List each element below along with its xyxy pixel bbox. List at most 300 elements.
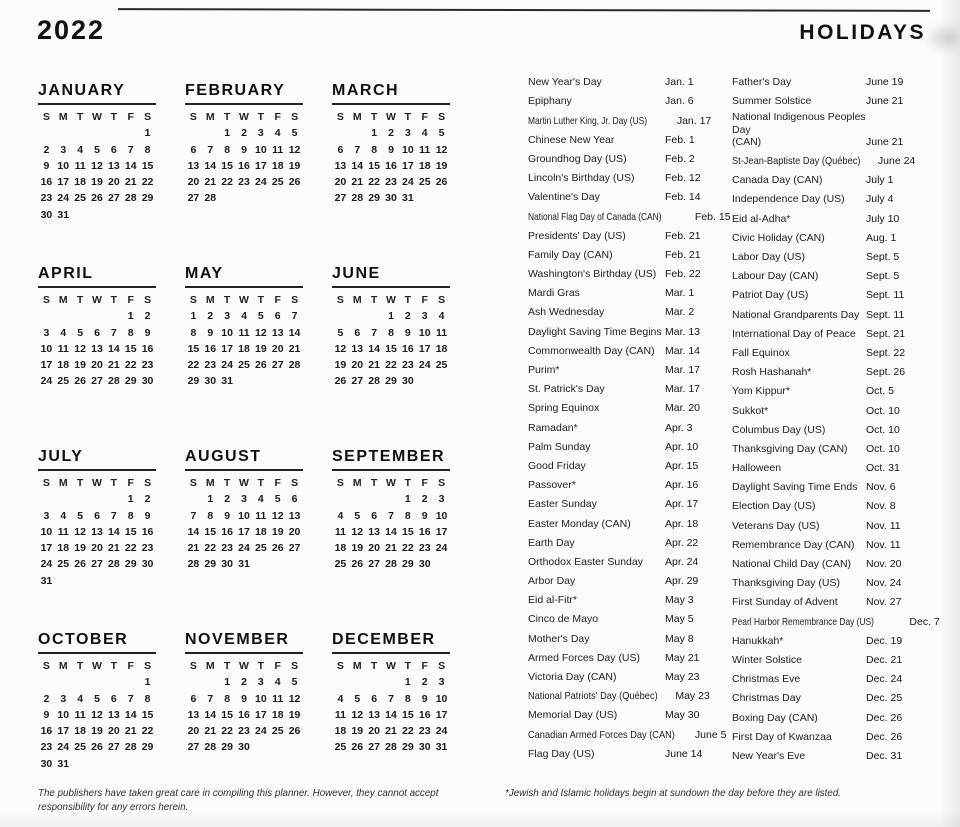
holiday-name: St-Jean-Baptiste Day (Québec) — [732, 155, 861, 168]
holiday-name: National Child Day (CAN) — [732, 558, 852, 570]
calendar-date: 5 — [94, 692, 100, 705]
holiday-date: Apr. 3 — [665, 421, 693, 434]
calendar-date: 22 — [368, 176, 380, 189]
calendar-date: 25 — [435, 359, 448, 372]
weekday-header: M — [352, 111, 362, 123]
page-title: HOLIDAYS — [799, 21, 926, 44]
weekday-header: M — [205, 477, 215, 489]
empty-cell — [105, 125, 122, 141]
calendar-date: 2 — [207, 310, 214, 323]
calendar-date: 13 — [91, 525, 103, 538]
calendar-date: 16 — [141, 342, 154, 355]
holiday-name: Daylight Saving Time Begins — [528, 325, 662, 338]
holiday-date: May 3 — [665, 594, 694, 607]
empty-cell — [105, 674, 122, 690]
empty-cell — [89, 491, 106, 507]
calendar-date: 19 — [334, 359, 347, 372]
weekday-header: W — [239, 477, 249, 489]
calendar-date: 1 — [127, 310, 134, 323]
calendar-date: 29 — [204, 558, 217, 571]
calendar-date: 23 — [141, 359, 154, 372]
calendar-date: 7 — [291, 310, 298, 323]
calendar-date: 9 — [43, 159, 50, 172]
calendar-date: 28 — [385, 558, 397, 571]
calendar-date: 22 — [124, 542, 137, 555]
calendar-date: 16 — [141, 525, 154, 538]
calendar-date: 1 — [144, 676, 151, 689]
calendar-date: 19 — [288, 708, 301, 721]
empty-cell — [332, 674, 349, 690]
weekday-header: W — [239, 294, 249, 306]
weekday-header: F — [274, 294, 281, 306]
calendar-date: 7 — [388, 692, 394, 705]
calendar-date: 6 — [110, 692, 117, 705]
calendar-date: 1 — [190, 310, 197, 323]
calendar-date: 11 — [436, 326, 448, 339]
calendar-date: 9 — [224, 509, 231, 522]
calendar-date: 11 — [74, 708, 86, 721]
month-name: NOVEMBER — [185, 631, 303, 654]
calendar-date: 13 — [91, 342, 103, 355]
holiday-row — [528, 492, 724, 511]
calendar-date: 16 — [204, 342, 217, 355]
holiday-row — [732, 168, 936, 187]
month-grid — [332, 475, 450, 573]
calendar-date: 4 — [257, 493, 264, 506]
holiday-date: Apr. 22 — [665, 536, 699, 549]
calendar-date: 15 — [385, 342, 397, 355]
empty-cell — [366, 491, 383, 507]
weekday-header: W — [239, 660, 249, 672]
calendar-date: 6 — [291, 493, 298, 506]
holiday-row — [528, 358, 724, 377]
holiday-row — [732, 187, 936, 206]
calendar-date: 10 — [402, 143, 414, 156]
holiday-date: May 30 — [665, 709, 700, 722]
holiday-name: Thanksgiving Day (US) — [732, 577, 840, 590]
calendar-date: 7 — [110, 326, 117, 339]
calendar-date: 27 — [368, 741, 380, 754]
weekday-header: M — [205, 294, 215, 306]
calendar-date: 30 — [141, 375, 154, 388]
calendar-date: 21 — [288, 342, 301, 355]
holiday-row — [732, 667, 936, 686]
calendar-date: 29 — [187, 375, 200, 388]
weekday-header: S — [144, 294, 152, 306]
holiday-date: Sept. 5 — [866, 251, 900, 263]
holiday-name: Labor Day (US) — [732, 251, 805, 263]
calendar-date: 2 — [241, 127, 247, 140]
holiday-row — [732, 322, 936, 341]
holiday-name: Remembrance Day (CAN) — [732, 538, 855, 551]
calendar-date: 17 — [57, 725, 70, 738]
calendar-date: 11 — [74, 159, 86, 172]
calendar-date: 5 — [77, 509, 84, 522]
calendar-date: 1 — [404, 493, 411, 506]
month-april — [38, 265, 156, 448]
calendar-date: 1 — [224, 127, 231, 140]
weekday-header: T — [370, 660, 378, 672]
calendar-date: 18 — [334, 725, 347, 738]
calendar-date: 28 — [124, 741, 137, 754]
calendar-date: 31 — [57, 757, 70, 770]
calendar-date: 5 — [354, 509, 361, 522]
holiday-name: Mother's Day — [528, 632, 590, 645]
calendar-date: 23 — [40, 741, 53, 754]
holiday-name: Father's Day — [732, 76, 792, 89]
weekday-header: T — [110, 294, 118, 306]
holiday-date: June 21 — [866, 95, 904, 108]
calendar-date: 3 — [60, 692, 67, 705]
calendar-date: 12 — [351, 708, 364, 721]
month-name: AUGUST — [185, 448, 303, 471]
year-calendar-grid — [38, 82, 450, 814]
holiday-name: Armed Forces Day (US) — [528, 651, 641, 664]
calendar-date: 12 — [74, 525, 86, 538]
calendar-date: 21 — [187, 542, 200, 555]
holiday-date: Mar. 17 — [665, 364, 701, 376]
holiday-row — [732, 456, 936, 475]
calendar-date: 13 — [368, 525, 380, 538]
holiday-row — [528, 396, 724, 415]
calendar-date: 20 — [187, 725, 200, 738]
calendar-date: 13 — [368, 708, 380, 721]
calendar-date: 18 — [74, 725, 86, 738]
holiday-row — [528, 128, 724, 147]
holiday-date: Sept. 5 — [866, 270, 900, 283]
calendar-date: 5 — [291, 127, 298, 140]
calendar-date: 9 — [43, 708, 50, 721]
weekday-header: S — [42, 111, 50, 123]
holiday-row — [528, 550, 724, 569]
month-name: DECEMBER — [332, 631, 450, 654]
holiday-name: National Patriots' Day (Québec) — [528, 690, 658, 703]
calendar-date: 29 — [221, 741, 233, 754]
calendar-date: 28 — [108, 558, 120, 571]
calendar-date: 13 — [288, 509, 301, 522]
holiday-date: May 23 — [675, 690, 710, 703]
calendar-date: 10 — [40, 525, 53, 538]
holiday-date: Sept. 26 — [866, 366, 906, 379]
calendar-date: 23 — [204, 359, 217, 372]
calendar-date: 31 — [238, 558, 250, 571]
calendar-date: 3 — [43, 509, 50, 522]
calendar-date: 12 — [74, 342, 86, 355]
calendar-date: 24 — [418, 359, 431, 372]
calendar-date: 2 — [224, 493, 231, 506]
holiday-date: Mar. 14 — [665, 344, 701, 357]
holiday-name: Epiphany — [528, 95, 572, 108]
holiday-row — [732, 89, 936, 108]
year-heading: 2022 — [37, 15, 106, 45]
holiday-row — [528, 185, 724, 204]
calendar-date: 4 — [77, 143, 84, 156]
calendar-date: 30 — [402, 375, 414, 388]
holiday-name: Purim* — [528, 364, 560, 376]
weekday-header: S — [189, 111, 197, 123]
calendar-date: 20 — [288, 525, 301, 538]
calendar-date: 13 — [271, 326, 284, 339]
calendar-date: 11 — [238, 326, 250, 339]
weekday-header: T — [76, 477, 84, 489]
calendar-date: 29 — [141, 741, 154, 754]
calendar-date: 30 — [40, 757, 53, 770]
holiday-row — [528, 224, 724, 243]
calendar-date: 17 — [255, 708, 267, 721]
weekday-header: S — [291, 294, 299, 306]
calendar-date: 2 — [421, 493, 428, 506]
holiday-date: Mar. 17 — [665, 383, 701, 396]
calendar-date: 18 — [271, 708, 284, 721]
holiday-row — [528, 588, 724, 607]
calendar-date: 21 — [108, 359, 120, 372]
weekday-header: T — [404, 111, 412, 123]
empty-cell — [383, 674, 400, 690]
holiday-date: Feb. 21 — [665, 229, 701, 242]
weekday-header: W — [386, 294, 396, 306]
weekday-header: S — [291, 660, 299, 672]
holiday-name: Martin Luther King, Jr. Day (US) — [528, 114, 648, 127]
empty-cell — [366, 308, 383, 324]
calendar-date: 8 — [144, 692, 151, 705]
holiday-row — [732, 513, 936, 532]
holiday-row — [528, 665, 724, 684]
calendar-date: 27 — [91, 375, 103, 388]
holiday-date: Sept. 21 — [866, 327, 906, 340]
calendar-date: 14 — [351, 159, 364, 172]
calendar-date: 15 — [402, 525, 414, 538]
calendar-date: 10 — [255, 692, 267, 705]
holiday-name: Good Friday — [528, 459, 586, 472]
calendar-date: 12 — [288, 143, 301, 156]
holiday-date: Nov. 11 — [866, 519, 901, 532]
calendar-date: 17 — [435, 525, 448, 538]
month-name: JANUARY — [38, 82, 156, 105]
holiday-date: Dec. 24 — [866, 673, 903, 686]
calendar-date: 10 — [418, 326, 431, 339]
calendar-date: 13 — [187, 708, 200, 721]
calendar-date: 6 — [371, 692, 378, 705]
calendar-date: 11 — [57, 525, 69, 538]
holiday-date: Dec. 31 — [866, 749, 903, 762]
calendar-date: 2 — [144, 493, 151, 506]
calendar-date: 10 — [40, 342, 53, 355]
empty-cell — [332, 308, 349, 324]
calendar-date: 6 — [190, 143, 197, 156]
empty-cell — [349, 308, 366, 324]
calendar-date: 22 — [221, 176, 233, 189]
holiday-name: Palm Sunday — [528, 440, 591, 453]
calendar-date: 30 — [221, 558, 233, 571]
holiday-date: Oct. 31 — [866, 462, 900, 475]
holiday-name: Ramadan* — [528, 421, 578, 434]
calendar-date: 14 — [124, 159, 137, 172]
calendar-date: 23 — [40, 192, 53, 205]
holiday-row — [732, 108, 936, 149]
weekday-header: F — [274, 477, 281, 489]
calendar-date: 28 — [124, 192, 137, 205]
weekday-header: M — [352, 660, 362, 672]
empty-cell — [185, 674, 202, 690]
month-grid — [38, 292, 156, 390]
calendar-date: 2 — [241, 676, 247, 689]
calendar-date: 28 — [351, 192, 364, 205]
holiday-date: Dec. 7 — [909, 615, 940, 628]
calendar-date: 4 — [60, 326, 67, 339]
weekday-header: W — [92, 660, 102, 672]
calendar-date: 19 — [74, 542, 86, 555]
calendar-date: 26 — [91, 741, 103, 754]
calendar-date: 27 — [368, 558, 380, 571]
holiday-name: Hanukkah* — [732, 634, 784, 647]
calendar-date: 7 — [371, 326, 378, 339]
holiday-row — [528, 569, 724, 588]
holiday-row — [528, 435, 724, 454]
weekday-header: S — [336, 477, 344, 489]
calendar-date: 25 — [74, 741, 86, 754]
calendar-date: 21 — [385, 725, 397, 738]
holiday-date: May 21 — [665, 651, 700, 664]
calendar-date: 5 — [291, 676, 298, 689]
calendar-date: 30 — [238, 741, 250, 754]
holiday-date: July 4 — [866, 193, 894, 206]
calendar-date: 19 — [74, 359, 86, 372]
weekday-header: W — [386, 660, 396, 672]
calendar-date: 25 — [57, 558, 70, 571]
holiday-row — [528, 243, 724, 262]
calendar-date: 25 — [271, 176, 284, 189]
holiday-row — [528, 722, 727, 741]
holiday-date: Apr. 17 — [665, 498, 699, 511]
weekday-header: T — [76, 111, 84, 123]
calendar-date: 13 — [351, 342, 364, 355]
holiday-row — [732, 494, 936, 513]
calendar-date: 27 — [91, 558, 103, 571]
calendar-date: 20 — [368, 542, 380, 555]
calendar-date: 12 — [91, 708, 103, 721]
calendar-date: 16 — [40, 725, 53, 738]
calendar-date: 8 — [144, 143, 151, 156]
calendar-date: 22 — [385, 359, 397, 372]
holiday-row — [528, 473, 724, 492]
calendar-date: 5 — [257, 310, 264, 323]
empty-cell — [72, 674, 89, 690]
weekday-header: M — [352, 294, 362, 306]
calendar-date: 27 — [108, 192, 120, 205]
holiday-name: New Year's Eve — [732, 749, 806, 762]
calendar-date: 25 — [334, 558, 347, 571]
calendar-date: 7 — [127, 143, 134, 156]
holiday-name: Columbus Day (US) — [732, 423, 826, 436]
calendar-date: 5 — [354, 692, 361, 705]
holiday-name: New Year's Day — [528, 76, 602, 89]
calendar-date: 1 — [207, 493, 214, 506]
holiday-date: Oct. 10 — [866, 442, 900, 455]
calendar-date: 28 — [187, 558, 200, 571]
weekday-header: T — [257, 294, 265, 306]
calendar-date: 9 — [144, 509, 151, 522]
calendar-date: 11 — [255, 509, 267, 522]
holiday-name: Easter Sunday — [528, 498, 597, 511]
holiday-name: National Grandparents Day — [732, 308, 860, 321]
calendar-date: 17 — [40, 542, 53, 555]
holiday-name: First Sunday of Advent — [732, 596, 838, 609]
calendar-date: 31 — [435, 741, 448, 754]
holiday-row — [528, 89, 724, 108]
holiday-row — [732, 149, 936, 168]
holiday-date: May 8 — [665, 632, 694, 645]
weekday-header: W — [386, 111, 396, 123]
calendar-date: 27 — [351, 375, 364, 388]
holiday-name: Yom Kippur* — [732, 385, 790, 398]
holiday-row — [528, 108, 724, 127]
holiday-date: Nov. 11 — [866, 538, 901, 551]
calendar-date: 23 — [141, 542, 154, 555]
holiday-row — [732, 264, 936, 283]
weekday-header: T — [404, 660, 412, 672]
calendar-date: 9 — [144, 326, 151, 339]
holiday-row — [732, 629, 936, 648]
calendar-date: 8 — [190, 326, 197, 339]
calendar-date: 7 — [110, 509, 117, 522]
weekday-header: T — [257, 477, 265, 489]
weekday-header: T — [110, 111, 118, 123]
month-grid — [38, 475, 156, 589]
calendar-date: 20 — [271, 342, 284, 355]
calendar-date: 11 — [57, 342, 69, 355]
holiday-date: Mar. 1 — [665, 287, 695, 300]
weekday-header: S — [336, 294, 344, 306]
calendar-date: 19 — [91, 725, 103, 738]
calendar-date: 3 — [438, 493, 445, 506]
holiday-date: Nov. 6 — [866, 481, 896, 494]
calendar-date: 8 — [371, 143, 378, 156]
holiday-row — [732, 648, 936, 667]
weekday-header: S — [291, 111, 299, 123]
holiday-date: Apr. 10 — [665, 440, 699, 453]
calendar-date: 4 — [438, 310, 445, 323]
weekday-header: M — [205, 111, 215, 123]
holiday-row — [528, 262, 724, 281]
calendar-date: 13 — [108, 159, 120, 172]
empty-cell — [105, 308, 122, 324]
weekday-header: F — [127, 294, 134, 306]
month-grid — [185, 658, 303, 756]
calendar-date: 2 — [43, 692, 50, 705]
holiday-row — [528, 377, 724, 396]
calendar-date: 21 — [124, 176, 137, 189]
holiday-row — [528, 626, 724, 645]
calendar-date: 27 — [271, 359, 284, 372]
empty-cell — [349, 491, 366, 507]
calendar-date: 20 — [108, 725, 120, 738]
holiday-row — [732, 283, 936, 302]
holiday-date: Oct. 10 — [866, 423, 900, 436]
holiday-name: Veterans Day (US) — [732, 519, 820, 532]
sundown-footnote: *Jewish and Islamic holidays begin at sundown the day before they are listed. — [505, 788, 842, 799]
holiday-name: Passover* — [528, 479, 576, 492]
holiday-name: Independence Day (US) — [732, 193, 845, 206]
calendar-date: 5 — [438, 127, 445, 140]
calendar-date: 19 — [271, 525, 284, 538]
weekday-header: S — [189, 294, 197, 306]
calendar-date: 18 — [334, 542, 347, 555]
calendar-date: 29 — [402, 558, 414, 571]
holiday-list-column-1 — [528, 70, 731, 761]
weekday-header: M — [352, 477, 362, 489]
calendar-date: 15 — [402, 708, 414, 721]
calendar-date: 25 — [334, 741, 347, 754]
